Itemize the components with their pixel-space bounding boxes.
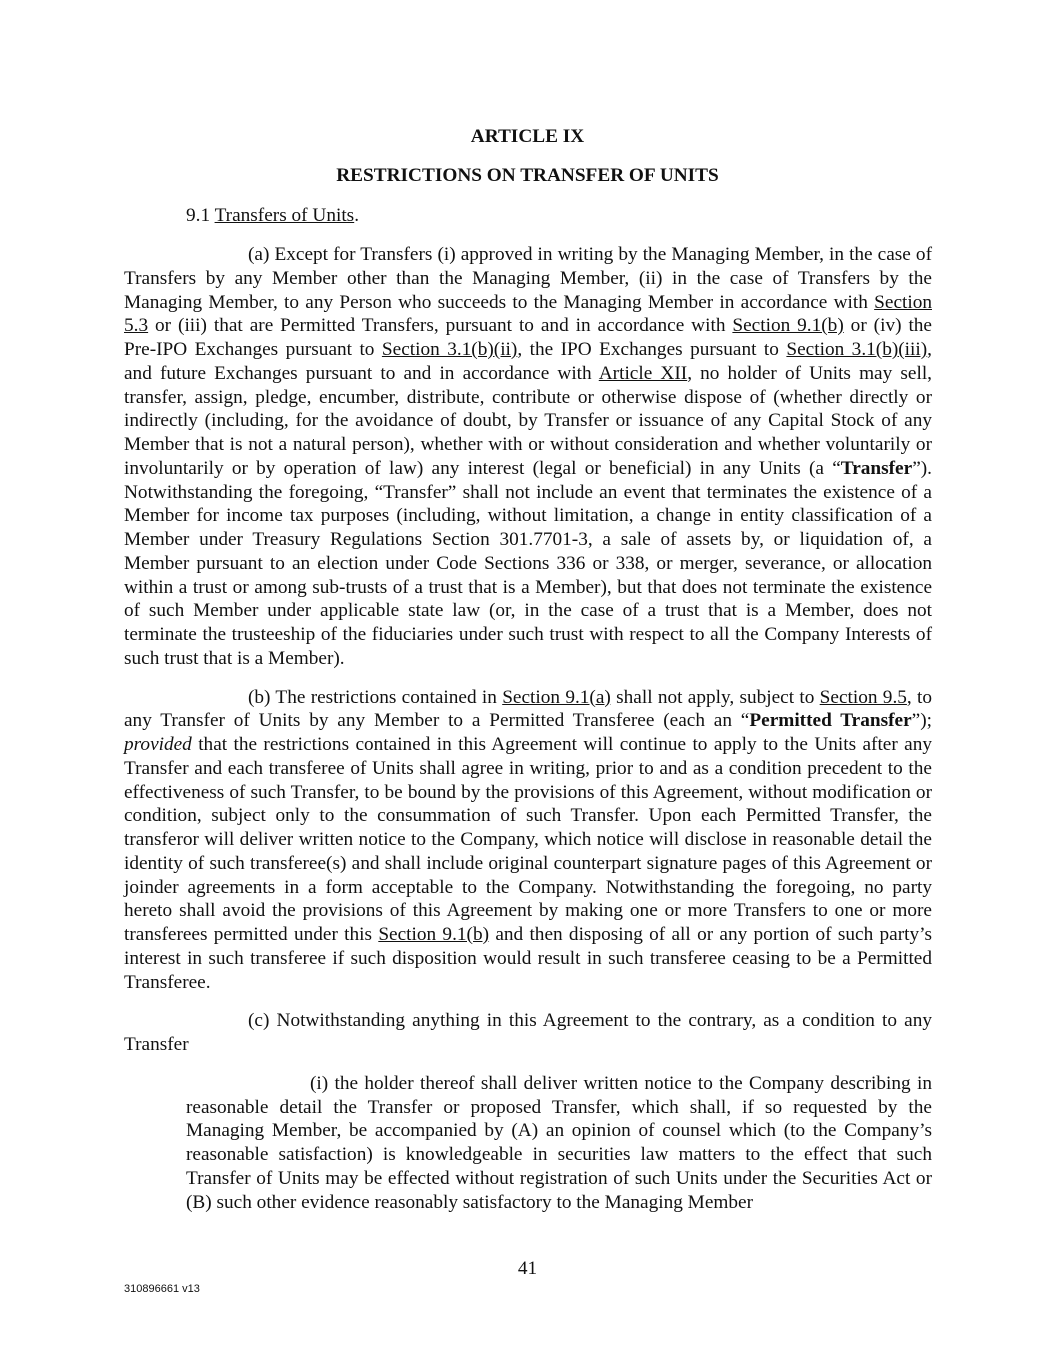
- document-id-footer: 310896661 v13: [124, 1283, 200, 1295]
- cross-reference: Section 9.1(b): [378, 924, 490, 945]
- text-run: shall not apply, subject to: [610, 686, 820, 708]
- text-run: provided: [124, 734, 192, 755]
- text-run: , no holder of Units may sell, transfer, assign, pledge, encumber, distribute, contribute or otherwise dispose of (whether directly or indirectly (including, for the avoidance of doubt, by Transfer or issuance of any Capital Stock of any Member that is not a natural person), whether with or without consideration and whether voluntarily or involuntarily or by operation of law) any interest (legal or beneficial) in any Units (a “: [124, 362, 932, 479]
- text-run: , to any Transfer of Units by any Member to a Permitted Transferee (each an “: [124, 686, 933, 732]
- paragraph-c-i: [186, 1072, 932, 1215]
- cross-reference: Section 9.1(b): [732, 315, 844, 337]
- text-run: and then disposing of all or any portion of such party’s interest in such transferee if such disposition would result in such transferee ceasing to be a Permitted Transferee.: [124, 924, 932, 993]
- article-number: ARTICLE IX: [470, 126, 585, 147]
- text-run: that the restrictions contained in this Agreement will continue to apply to the Units after any Transfer and each transferee of Units shall agree in writing, prior to and as a condition precedent to the effectiveness of such Transfer, to be bound by the provisions of this Agreement, without modification or condition, subject only to the consummation of such Transfer. Upon each Permitted Transfer, the transferor will deliver written notice to the Company, which notice will disclose in reasonable detail the identity of such transferee(s) and shall include original counterpart signature pages of this Agreement or joinder agreements in a form acceptable to the Company. Notwithstanding the foregoing, no party hereto shall avoid the provisions of this Agreement by making one or more Transfers to one or more transferees permitted under this: [124, 734, 932, 945]
- section-heading: [186, 204, 359, 228]
- text-run: , and future Exchanges pursuant to and in accordance with: [124, 339, 932, 384]
- article-title: RESTRICTIONS ON TRANSFER OF UNITS: [336, 165, 719, 186]
- text-run: (b) The restrictions contained in: [248, 686, 503, 708]
- text-run: (a) Except for Transfers (i) approved in writing by the Managing Member, in the case of Transfers by any Member other than the Managing Member, (ii) in the case of Transfers by the Managing Member, to any Person who succeeds to the Managing Member in accordance with: [124, 244, 932, 313]
- paragraph-b: [124, 686, 932, 995]
- cross-reference: Section 3.1(b)(iii): [786, 339, 928, 360]
- text-run: , the IPO Exchanges pursuant to: [517, 339, 787, 360]
- section-title-end: .: [354, 205, 360, 226]
- document-body: [124, 243, 932, 1229]
- text-run: or (iii) that are Permitted Transfers, pursuant to and in accordance with: [148, 315, 733, 337]
- text-run: (i) the holder thereof shall deliver written notice to the Company describing in reasonable detail the Transfer or proposed Transfer, which shall, if so requested by the Managing Member, be accompanied by (A) an opinion of counsel which (to the Company’s reasonable satisfaction) is knowledgeable in securities law matters to the effect that such Transfer of Units may be effected without registration of such Units under the Securities Act or (B) such other evidence reasonably satisfactory to the Managing Member: [186, 1072, 932, 1213]
- defined-term: Permitted Transfer: [749, 710, 912, 732]
- section-number: 9.1: [186, 205, 215, 226]
- paragraph-a: [124, 243, 932, 671]
- text-run: (c) Notwithstanding anything in this Agreement to the contrary, as a condition to any Transfer: [124, 1010, 932, 1055]
- cross-reference: Section 3.1(b)(ii): [381, 339, 518, 360]
- text-run: or (iv) the Pre-IPO Exchanges pursuant to: [124, 315, 932, 360]
- cross-reference: Section 9.5: [819, 686, 907, 708]
- cross-reference: Article XII: [598, 362, 688, 384]
- text-run: ”). Notwithstanding the foregoing, “Transfer” shall not include an event that terminates the existence of a Member for income tax purposes (including, without limitation, a change in entity classification of a Member under Treasury Regulations Section 301.7701-3, a sale of assets by, or liquidation of, a Member pursuant to an election under Code Sections 336 or 338, or merger, severance, or allocation within a trust or among sub-trusts of a trust that is a Member), but that does not terminate the existence of such Member under applicable state law (or, in the case of a trust that is a Member, does not terminate the trusteeship of the fiduciaries under such trust with respect to all the Company Interests of such trust that is a Member).: [124, 457, 932, 669]
- section-title: Transfers of Units: [214, 205, 355, 226]
- text-run: ”);: [911, 710, 932, 732]
- cross-reference: Section 5.3: [124, 291, 932, 337]
- cross-reference: Section 9.1(a): [502, 686, 611, 708]
- page-number: 41: [517, 1258, 538, 1279]
- paragraph-c: [124, 1009, 932, 1057]
- defined-term: Transfer: [840, 457, 913, 479]
